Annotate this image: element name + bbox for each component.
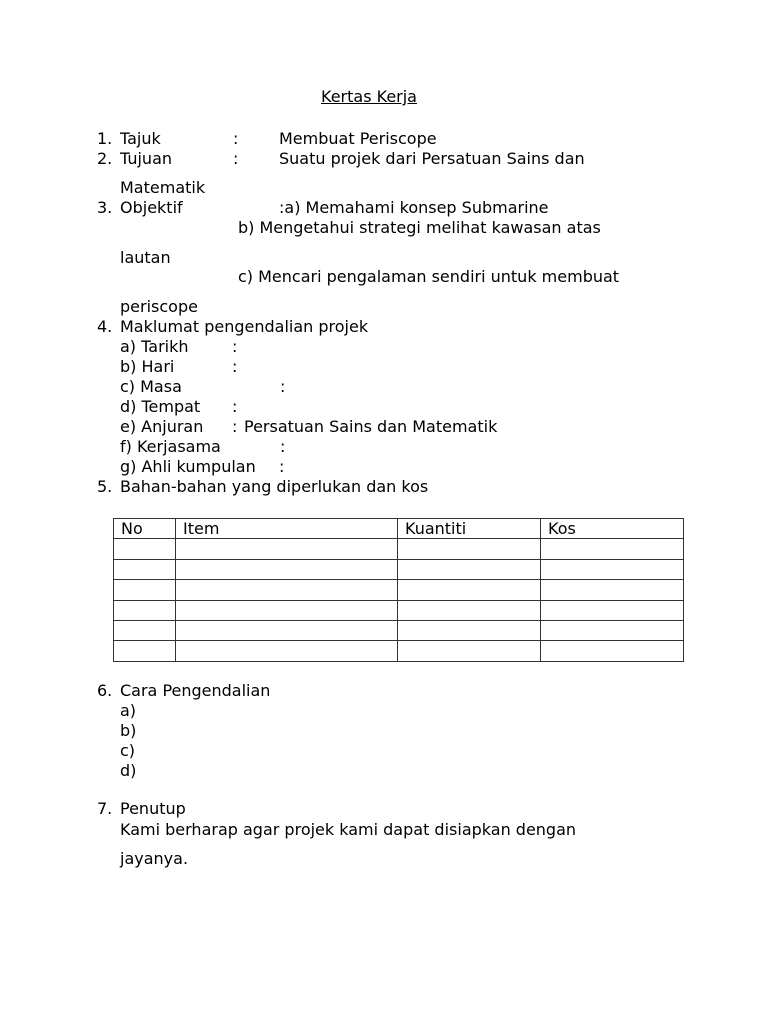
- table-header-row: [114, 519, 684, 539]
- hari-separator: :: [232, 357, 238, 376]
- kerjasama-label: f) Kerjasama: [120, 437, 221, 456]
- table-cell: [398, 559, 541, 579]
- maklumat-label: Maklumat pengendalian projek: [120, 317, 369, 336]
- table-row: [114, 600, 684, 620]
- table-cell: [176, 641, 398, 661]
- table-cell: [541, 600, 684, 620]
- table-cell: [398, 641, 541, 661]
- item-number-7: 7.: [97, 799, 113, 818]
- objektif-c: c) Mencari pengalaman sendiri untuk membuat: [238, 267, 620, 286]
- anjuran-label: e) Anjuran: [120, 417, 204, 436]
- table-row: [114, 539, 684, 559]
- item-number-2: 2.: [97, 149, 113, 168]
- kerjasama-separator: :: [280, 437, 286, 456]
- cara-a: a): [120, 701, 137, 720]
- hari-label: b) Hari: [120, 357, 175, 376]
- table-cell: [398, 600, 541, 620]
- table-cell: [114, 600, 176, 620]
- ahli-kumpulan-separator: :: [279, 457, 285, 476]
- bahan-label: Bahan-bahan yang diperlukan dan kos: [120, 477, 429, 496]
- table-cell: [541, 559, 684, 579]
- materials-table: [113, 518, 684, 662]
- item-number-1: 1.: [97, 129, 113, 148]
- table-cell: [541, 539, 684, 559]
- table-cell: [176, 620, 398, 640]
- tajuk-separator: :: [233, 129, 239, 148]
- tujuan-value: Suatu projek dari Persatuan Sains dan: [279, 149, 585, 168]
- table-cell: [176, 580, 398, 600]
- tajuk-value: Membuat Periscope: [279, 129, 437, 148]
- tujuan-value-continued: Matematik: [120, 178, 206, 197]
- item-number-5: 5.: [97, 477, 113, 496]
- objektif-label: Objektif: [120, 198, 183, 217]
- tarikh-separator: :: [232, 337, 238, 356]
- tempat-separator: :: [232, 397, 238, 416]
- penutup-label: Penutup: [120, 799, 186, 818]
- table-cell: [176, 559, 398, 579]
- table-cell: [398, 580, 541, 600]
- cara-label: Cara Pengendalian: [120, 681, 271, 700]
- tajuk-label: Tajuk: [120, 129, 161, 148]
- table-cell: [114, 620, 176, 640]
- table-cell: [176, 600, 398, 620]
- tujuan-separator: :: [233, 149, 239, 168]
- item-number-3: 3.: [97, 198, 113, 217]
- table-row: [114, 559, 684, 579]
- table-cell: [398, 620, 541, 640]
- table-row: [114, 620, 684, 640]
- objektif-a: :a) Memahami konsep Submarine: [279, 198, 549, 217]
- table-row: [114, 641, 684, 661]
- table-cell: [114, 580, 176, 600]
- table-cell: [176, 539, 398, 559]
- masa-separator: :: [280, 377, 286, 396]
- tarikh-label: a) Tarikh: [120, 337, 189, 356]
- table-row: [114, 580, 684, 600]
- item-number-6: 6.: [97, 681, 113, 700]
- tempat-label: d) Tempat: [120, 397, 201, 416]
- anjuran-separator: :: [232, 417, 238, 436]
- document-title: Kertas Kerja: [321, 87, 417, 106]
- table-cell: [114, 559, 176, 579]
- header-kos: Kos: [541, 519, 684, 539]
- masa-label: c) Masa: [120, 377, 182, 396]
- table-cell: [114, 539, 176, 559]
- table-cell: [114, 641, 176, 661]
- cara-b: b): [120, 721, 137, 740]
- objektif-b: b) Mengetahui strategi melihat kawasan atas: [238, 218, 601, 237]
- cara-c: c): [120, 741, 136, 760]
- tujuan-label: Tujuan: [120, 149, 173, 168]
- ahli-kumpulan-label: g) Ahli kumpulan: [120, 457, 256, 476]
- table-cell: [398, 539, 541, 559]
- header-no: No: [114, 519, 176, 539]
- header-kuantiti: Kuantiti: [398, 519, 541, 539]
- table-cell: [541, 641, 684, 661]
- objektif-c-continued: periscope: [120, 297, 198, 316]
- item-number-4: 4.: [97, 317, 113, 336]
- penutup-text: Kami berharap agar projek kami dapat disiapkan dengan: [120, 820, 577, 839]
- penutup-text-continued: jayanya.: [120, 849, 189, 868]
- table-cell: [541, 620, 684, 640]
- anjuran-value: Persatuan Sains dan Matematik: [244, 417, 498, 436]
- table-cell: [541, 580, 684, 600]
- header-item: Item: [176, 519, 398, 539]
- cara-d: d): [120, 761, 137, 780]
- objektif-b-continued: lautan: [120, 248, 171, 267]
